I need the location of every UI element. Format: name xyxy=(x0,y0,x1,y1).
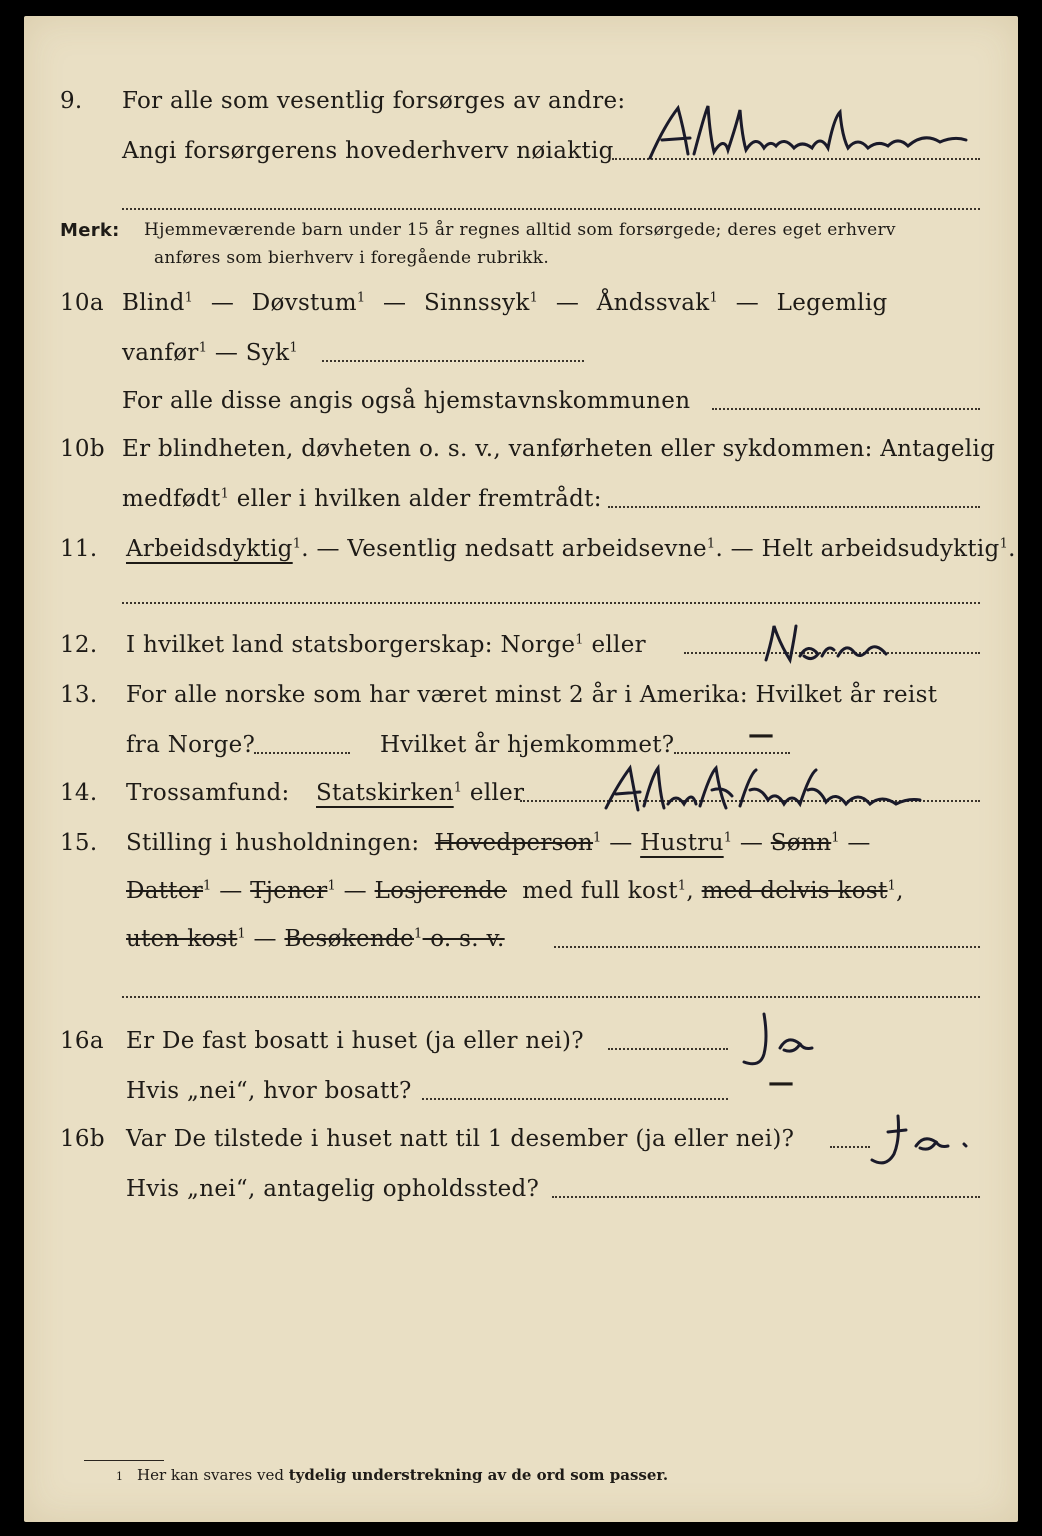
option-vanfor: vanfør xyxy=(122,340,199,366)
question-number: 11. xyxy=(60,536,98,562)
continuation-line xyxy=(122,996,980,998)
option-udyktig: Helt arbeidsudyktig xyxy=(761,536,1000,562)
handwritten-answer-9[interactable] xyxy=(644,96,984,166)
handwritten-text: Møbelhandler xyxy=(644,96,652,97)
question-text: Hvis „nei“, hvor bosatt? xyxy=(126,1078,412,1104)
handwritten-answer-16a[interactable] xyxy=(724,1008,834,1074)
svg-text:Statskirken: Statskirken xyxy=(600,760,606,761)
question-number: 12. xyxy=(60,632,98,658)
answer-line xyxy=(554,946,980,948)
option-hustru: Hustru xyxy=(640,830,724,856)
option-statskirken: Statskirken xyxy=(316,780,454,806)
question-text: Var De tilstede i huset natt til 1 desember (ja eller nei)? xyxy=(126,1126,795,1152)
handwritten-answer-14[interactable] xyxy=(600,760,930,816)
option-tjener: Tjener xyxy=(250,878,328,904)
handwritten-answer-12[interactable] xyxy=(760,620,900,668)
answer-line xyxy=(254,752,350,754)
question-text: Hvis „nei“, antagelig opholdssted? xyxy=(126,1176,540,1202)
option-nedsatt: Vesentlig nedsatt arbeidsevne xyxy=(347,536,707,562)
option-losjerende: Losjerende xyxy=(374,878,507,904)
note-text: anføres som bierhverv i foregående rubrikk. xyxy=(154,248,550,268)
option-andssvak: Åndssvak xyxy=(596,290,710,316)
question-text: For alle disse angis også hjemstavnskommunen xyxy=(122,388,691,414)
question-number: 13. xyxy=(60,682,98,708)
handwritten-dash[interactable]: — xyxy=(768,1068,795,1098)
question-number: 10b xyxy=(60,436,105,462)
option-syk: Syk xyxy=(245,340,290,366)
answer-line xyxy=(552,1196,980,1198)
option-dovstum: Døvstum xyxy=(251,290,357,316)
continuation-line xyxy=(122,602,980,604)
question-text: Er De fast bosatt i huset (ja eller nei)? xyxy=(126,1028,584,1054)
option-full-kost: med full kost xyxy=(522,878,678,904)
option-blind: Blind xyxy=(122,290,185,316)
answer-line xyxy=(712,408,980,410)
handwritten-dash[interactable]: — xyxy=(748,720,775,750)
question-number: 16a xyxy=(60,1028,104,1054)
answer-line xyxy=(422,1098,728,1100)
footnote-rule xyxy=(84,1460,164,1461)
handwritten-answer-16b[interactable] xyxy=(864,1110,974,1172)
note-text: Hjemmeværende barn under 15 år regnes alltid som forsørgede; deres eget erhverv xyxy=(144,220,896,240)
answer-line xyxy=(322,360,584,362)
svg-text:Norge: Norge xyxy=(760,620,764,621)
note-label: Merk: xyxy=(60,220,120,241)
option-besokende: Besøkende xyxy=(284,926,414,952)
option-arbeidsdyktig: Arbeidsdyktig xyxy=(126,536,293,562)
question-number: 16b xyxy=(60,1126,105,1152)
question-text: For alle som vesentlig forsørges av andre: xyxy=(122,88,626,114)
option-hovedperson: Hovedperson xyxy=(434,830,594,856)
question-text: For alle norske som har været minst 2 år i Amerika: Hvilket år reist xyxy=(126,682,938,708)
svg-text:Ja .: Ja . xyxy=(864,1110,866,1111)
answer-line xyxy=(674,752,790,754)
question-number: 15. xyxy=(60,830,98,856)
option-sonn: Sønn xyxy=(770,830,832,856)
option-datter: Datter xyxy=(126,878,204,904)
question-text: Er blindheten, døvheten o. s. v., vanførheten eller sykdommen: Antagelig xyxy=(122,436,996,462)
question-text: Angi forsørgerens hovederhverv nøiaktig xyxy=(122,138,614,164)
answer-line xyxy=(608,1048,728,1050)
form-paper: 9. For alle som vesentlig forsørges av andre: Angi forsørgerens hovederhverv nøiaktig Møbelhandler Merk: Hjemmeværende barn under 15 år regnes alltid som forsørgede; deres eget erhverv anføres som bierhverv i foregående rubrikk. 10a Blind$^1$ — Døvstum$^1$ — Sinnssyk$^1$ — Åndssvak$^1$ — Legemlig vanfør$^1$ — Syk$^1$ For alle disse angis også hjemstavnskommunen 10b Er blindheten, døvheten o. s. v., vanførheten eller sykdommen: Antagelig medfødt$^1$ eller i hvilken alder fremtrådt: 11. Arbeidsdyktig$^1$. — Vesentlig nedsatt arbeidsevne$^1$. — Helt arbeidsudyktig$^1$. 12. I hvilket land statsborgerskap: Norge$^1$ eller Norge 13. For alle norske som har været minst 2 år i Amerika: Hvilket år reist fra Norge? Hvilket år hjemkommet? — 14. Trossamfund: Statskirken$^1$ eller Statskirken 15. Stilling i husholdningen: Hovedperson$^1$ — Hustru$^1$ — Sønn$^1$ — Datter$^1$ — Tjener$^1$ — Losjerende med full kost$^1$, med delvis kost$^1$, uten kost$^1$ — Besøkende$^1$ o. s. v. 16a Er De fast bosatt i huset (ja eller nei)? Ja Hvis „nei“, hvor bosatt? — 16b Var De tilstede i huset natt til 1 desember (ja eller nei)? Ja . Hvis „nei“, antagelig opholdssted? 1 Her kan svares ved tydelig understrekning av de ord som passer. xyxy=(24,16,1018,1522)
option-uten-kost: uten kost xyxy=(126,926,238,952)
continuation-line xyxy=(122,208,980,210)
answer-line xyxy=(608,506,980,508)
option-sinnssyk: Sinnssyk xyxy=(423,290,530,316)
option-delvis-kost: med delvis kost xyxy=(701,878,888,904)
option-legemlig: Legemlig xyxy=(776,290,888,316)
svg-text:Ja: Ja xyxy=(724,1008,725,1009)
question-text: I hvilket land statsborgerskap: Norge xyxy=(126,632,576,658)
footnote: 1 Her kan svares ved tydelig understrekning av de ord som passer. xyxy=(116,1466,669,1484)
question-number: 9. xyxy=(60,88,83,114)
question-number: 10a xyxy=(60,290,104,316)
question-number: 14. xyxy=(60,780,98,806)
